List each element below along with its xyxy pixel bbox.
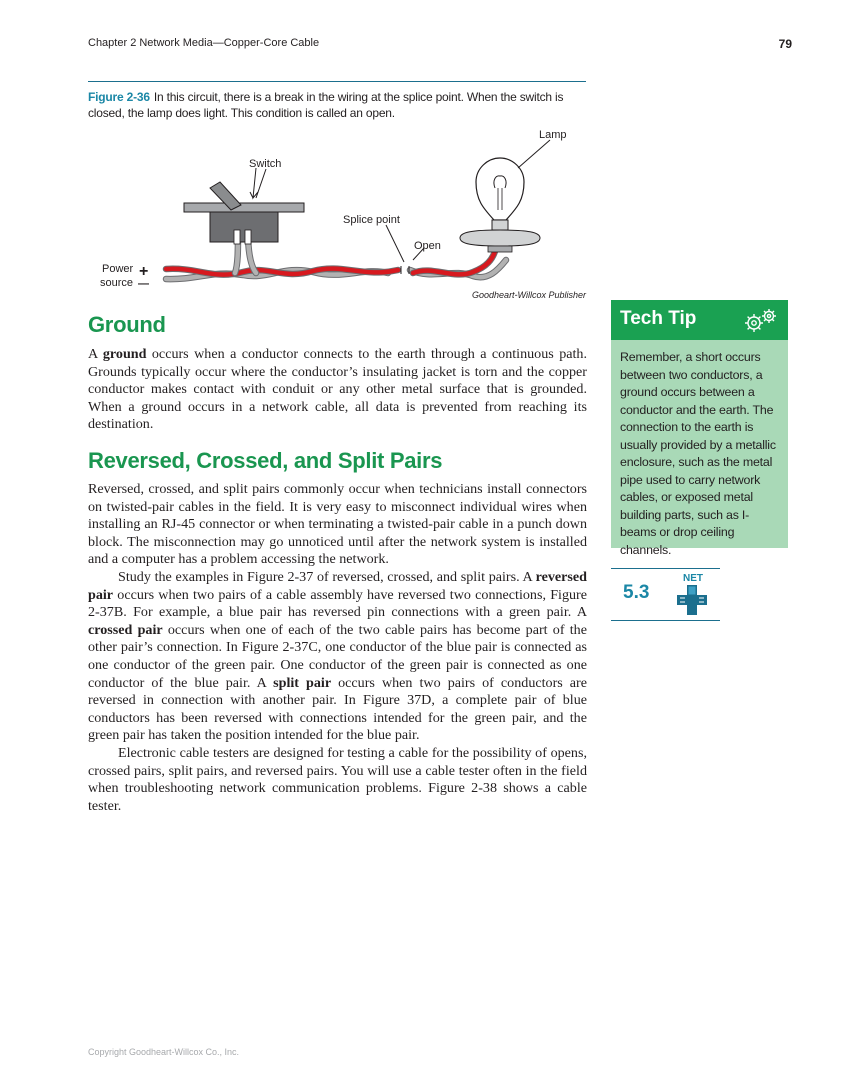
tech-tip-box (611, 300, 788, 557)
circuit-figure (88, 120, 588, 290)
gears-icon (741, 306, 781, 336)
pairs-body (88, 481, 587, 815)
label-power: Power (102, 263, 134, 275)
net-label: NET (683, 573, 703, 584)
heading-ground: Ground (88, 312, 166, 337)
term-split-pair: split pair (273, 674, 332, 691)
ground-body (88, 346, 587, 434)
page-number: 79 (778, 37, 792, 51)
label-minus: — (138, 278, 149, 290)
running-header (88, 37, 792, 49)
label-splice-point: Splice point (343, 214, 400, 226)
copyright-footer: Copyright Goodheart-Willcox Co., Inc. (88, 1047, 240, 1057)
switch (184, 182, 304, 244)
pairs-paragraph-1: Reversed, crossed, and split pairs commonly occur when technicians install connectors on twisted-pair cables in the field. It is very easy to misconnect individual wires when installing an RJ-45 connector or when terminating a twisted-pair cable in a punch down block. The misconnection may go unnoticed until after the network system is installed and a computer has a problem accessing the network. (88, 481, 587, 568)
label-lamp: Lamp (539, 129, 567, 141)
text-run: occurs when two pairs of conductors are reversed in connection with another pair. In Figure 37D, a complete pair of blue conductors has been reversed with connections intended for the green pair, and the green pair has taken the position intended for the blue pair. (88, 674, 588, 744)
net-objective-number: 5.3 (623, 582, 650, 603)
text-run: Study the examples in Figure 2-37 of reversed, crossed, and split pairs. A (118, 568, 536, 585)
term-reversed-pair: reversed pair (88, 568, 587, 603)
label-source: source (100, 277, 134, 289)
tech-tip-title: Tech Tip (620, 308, 697, 329)
text-run: A (88, 346, 103, 362)
text-run: occurs when one of each of the two cable pairs has become part of the other pair’s connection. In Figure 2-37C, one conductor of the blue pair is connected as one conductor of the green pair. One conductor of the green pair is connected as one conductor of the blue pair. A (88, 621, 587, 691)
tech-tip-header (611, 300, 788, 340)
figure-rule (88, 81, 586, 82)
term-ground: ground (102, 346, 147, 362)
text-run: occurs when two pairs of a cable assembly have reversed two connections, Figure 2-37B. For example, a blue pair has reversed pin connections with a green pair. A (88, 586, 587, 621)
net-rule-bottom (611, 620, 720, 621)
heading-pairs: Reversed, Crossed, and Split Pairs (88, 448, 443, 473)
figure-caption-text: In this circuit, there is a break in the wiring at the splice point. When the switch is closed, the lamp does light. This condition is called an open. (88, 90, 564, 120)
ground-paragraph (88, 346, 587, 434)
text-run: occurs when a conductor connects to the earth through a continuous path. Grounds typically occur where the conductor’s insulating jacket is torn and the copper conductor makes contact with conduit or any other metal surface that is grounded. When a ground occurs in a network cable, all data is prevented from reaching its destination. (88, 346, 587, 433)
term-crossed-pair: crossed pair (88, 621, 163, 638)
chapter-title: Chapter 2 Network Media—Copper-Core Cable (88, 37, 320, 49)
figure-caption (88, 89, 588, 121)
label-open: Open (414, 240, 441, 252)
pairs-paragraph-3: Electronic cable testers are designed for testing a cable for the possibility of opens, crossed pairs, split pairs, and reversed pairs. You will use a cable tester often in the field when troubleshooting network communication problems. Figure 2-38 shows a cable tester. (88, 744, 587, 814)
figure-credit: Goodheart-Willcox Publisher (472, 290, 586, 300)
net-rule-top (611, 568, 720, 569)
label-switch: Switch (249, 158, 282, 170)
pairs-paragraph-2 (88, 569, 587, 745)
network-plus-icon (676, 584, 708, 616)
tech-tip-text: Remember, a short occurs between two conductors, a ground occurs between a conductor and the earth. The connection to the earth is usually provided by a metallic enclosure, such as the metal pipe used to carry network cables, or exposed metal building parts, such as I-beams or drop ceiling channels. (620, 350, 776, 557)
lamp (460, 158, 540, 252)
label-plus: + (139, 263, 149, 280)
figure-label: Figure 2-36 (88, 90, 150, 104)
